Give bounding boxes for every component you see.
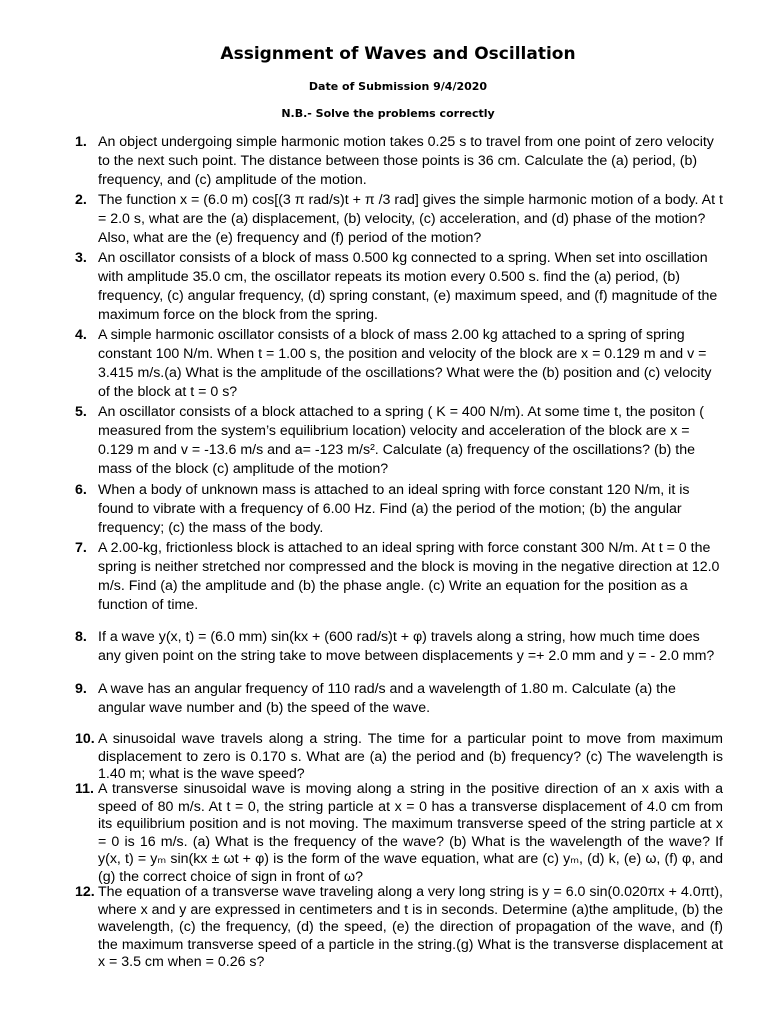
problem-6	[75, 481, 723, 538]
problem-4	[75, 326, 723, 402]
instruction-note: N.B.- Solve the problems correctly	[281, 107, 495, 120]
submission-date: Date of Submission 9/4/2020	[308, 80, 488, 93]
problem-text: When a body of unknown mass is attached to an ideal spring with force constant 120 N/m, it is found to vibrate with a frequency of 6.00 Hz. Find (a) the period of the motion; (b) the angular frequency; (c) the mass of the body.	[98, 482, 690, 536]
problem-text: A simple harmonic oscillator consists of a block of mass 2.00 kg attached to a spring of spring constant 100 N/m. When t = 1.00 s, the position and velocity of the block are x = 0.129 m and v = 3.415 m/s.(a) What is the amplitude of the oscillations? What were the (b) position and (c) velocity of the block at t = 0 s?	[98, 327, 712, 400]
problem-3	[75, 249, 723, 325]
problem-text: The equation of a transverse wave traveling along a very long string is y = 6.0 sin(0.020πx + 4.0πt), where x and y are expressed in centimeters and t is in seconds. Determine (a)the amplitude, (b) the wavelength, (c) the frequency, (d) the speed, (e) the direction of propagation of the wave, and (f) the maximum transverse speed of a particle in the string.(g) What is the transverse displacement at x = 3.5 cm when = 0.26 s?	[98, 884, 723, 970]
problem-7	[75, 539, 723, 615]
problem-text: The function x = (6.0 m) cos[(3 π rad/s)t + π /3 rad] gives the simple harmonic motion of a body. At t = 2.0 s, what are the (a) displacement, (b) velocity, (c) acceleration, and (d) phase of the motion? Also, what are the (e) frequency and (f) period of the motion?	[98, 192, 723, 246]
problem-text: A sinusoidal wave travels along a string. The time for a particular point to move from maximum displacement to zero is 0.170 s. What are (a) the period and (b) frequency? (c) The wavelength is 1.40 m; what is the wave speed?	[98, 731, 723, 782]
problem-number: 6.	[75, 482, 87, 498]
problem-text: If a wave y(x, t) = (6.0 mm) sin(kx + (600 rad/s)t + φ) travels along a string, how much time does any given point on the string take to move between displacements y =+ 2.0 mm and y = - 2.0 mm?	[98, 629, 715, 664]
problem-number: 4.	[75, 327, 87, 343]
problem-text: A wave has an angular frequency of 110 rad/s and a wavelength of 1.80 m. Calculate (a) the angular wave number and (b) the speed of the wave.	[98, 681, 676, 716]
problem-text: An oscillator consists of a block attached to a spring ( K = 400 N/m). At some time t, the positon ( measured from the system’s equilibrium location) velocity and acceleration of the block are x = 0.129 m and v = -13.6 m/s and a= -123 m/s². Calculate (a) frequency of the oscillations? (b) the mass of the block (c) amplitude of the motion?	[98, 404, 705, 477]
problem-5	[75, 403, 723, 479]
problem-number: 7.	[75, 540, 87, 556]
problem-text: A 2.00-kg, frictionless block is attached to an ideal spring with force constant 300 N/m. At t = 0 the spring is neither stretched nor compressed and the block is moving in the negative direction at 12.0 m/s. Find (a) the amplitude and (b) the phase angle. (c) Write an equation for the position as a function of time.	[98, 540, 720, 613]
problem-number: 1.	[75, 134, 87, 150]
problem-number: 10.	[75, 731, 95, 747]
problem-text: An object undergoing simple harmonic motion takes 0.25 s to travel from one point of zero velocity to the next such point. The distance between those points is 36 cm. Calculate the (a) period, (b) frequency, and (c) amplitude of the motion.	[98, 134, 714, 188]
problem-1	[75, 133, 723, 190]
problem-number: 11.	[75, 781, 94, 797]
problem-number: 3.	[75, 250, 87, 266]
problem-11	[75, 781, 723, 886]
problem-text: An oscillator consists of a block of mass 0.500 kg connected to a spring. When set into oscillation with amplitude 35.0 cm, the oscillator repeats its motion every 0.500 s. find the (a) period, (b) frequency, (c) angular frequency, (d) spring constant, (e) maximum speed, and (f) magnitude of the maximum force on the block from the spring.	[98, 250, 718, 323]
problem-number: 12.	[75, 884, 95, 900]
document-title: Assignment of Waves and Oscillation	[220, 44, 576, 64]
problem-number: 9.	[75, 681, 87, 697]
problem-number: 8.	[75, 629, 87, 645]
problem-number: 5.	[75, 404, 87, 420]
problem-10	[75, 731, 723, 784]
problem-9	[75, 680, 723, 718]
problem-text: A transverse sinusoidal wave is moving along a string in the positive direction of an x axis with a speed of 80 m/s. At t = 0, the string particle at x = 0 has a transverse displacement of 4.0 cm from its equilibrium position and is not moving. The maximum transverse speed of the string particle at x = 0 is 16 m/s. (a) What is the frequency of the wave? (b) What is the wavelength of the wave? If y(x, t) = yₘ sin(kx ± ωt + φ) is the form of the wave equation, what are (c) yₘ, (d) k, (e) ω, (f) φ, and (g) the correct choice of sign in front of ω?	[98, 781, 723, 885]
problem-8	[75, 628, 723, 666]
problem-2	[75, 191, 723, 248]
problem-12	[75, 884, 723, 972]
problem-number: 2.	[75, 192, 87, 208]
